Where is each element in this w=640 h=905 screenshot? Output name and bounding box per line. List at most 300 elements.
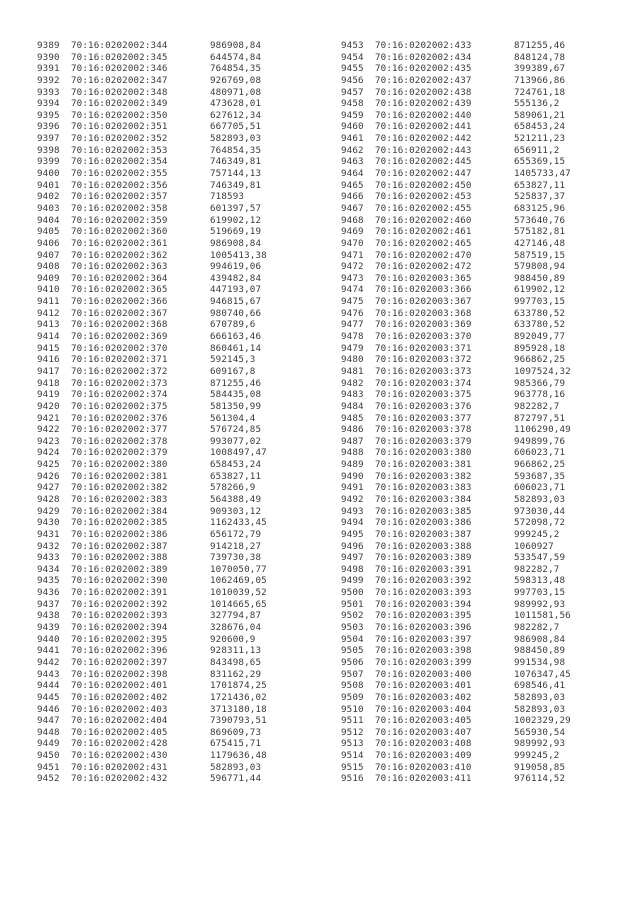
cadastral-number: 70:16:0202003:385 (375, 505, 472, 517)
row-number: 9431 (37, 528, 60, 540)
cadastral-number: 70:16:0202002:397 (71, 656, 168, 668)
table-row (37, 273, 267, 285)
table-row (341, 564, 571, 576)
cadastral-number: 70:16:0202002:380 (71, 459, 168, 471)
cadastral-number: 70:16:0202002:385 (71, 517, 168, 529)
row-number: 9485 (341, 412, 364, 424)
table-row (341, 762, 571, 774)
table-row (341, 645, 571, 657)
table-row (37, 296, 267, 308)
cadastral-number: 70:16:0202003:400 (375, 668, 472, 680)
cadastral-value: 986908,84 (210, 40, 262, 51)
table-row (341, 529, 571, 541)
cadastral-number: 70:16:0202003:387 (375, 528, 472, 540)
cadastral-number: 70:16:0202002:404 (71, 715, 168, 727)
cadastral-number: 70:16:0202002:438 (375, 86, 472, 98)
table-row (37, 331, 267, 343)
cadastral-value: 991534,98 (514, 656, 566, 668)
row-number: 9482 (341, 377, 364, 389)
table-row (341, 424, 571, 436)
row-number: 9513 (341, 738, 364, 750)
cadastral-number: 70:16:0202002:383 (71, 493, 168, 505)
row-number: 9506 (341, 656, 364, 668)
row-number: 9443 (37, 668, 60, 680)
row-number: 9432 (37, 540, 60, 552)
row-number: 9447 (37, 715, 60, 727)
cadastral-number: 70:16:0202003:378 (375, 424, 472, 436)
cadastral-number: 70:16:0202002:443 (375, 144, 472, 156)
row-number: 9490 (341, 470, 364, 482)
cadastral-value: 928311,13 (210, 645, 262, 657)
cadastral-value: 627612,34 (210, 109, 262, 121)
row-number: 9471 (341, 249, 364, 261)
cadastral-value: 653827,11 (514, 179, 566, 191)
row-number: 9452 (37, 773, 60, 785)
cadastral-value: 986908,84 (210, 237, 262, 249)
row-number: 9455 (341, 63, 364, 75)
cadastral-number: 70:16:0202003:381 (375, 459, 472, 471)
cadastral-number: 70:16:0202002:350 (71, 109, 168, 121)
row-number: 9425 (37, 459, 60, 471)
cadastral-number: 70:16:0202002:373 (71, 377, 168, 389)
table-row (341, 250, 571, 262)
row-number: 9478 (341, 331, 364, 343)
row-number: 9402 (37, 191, 60, 203)
table-row (341, 471, 571, 483)
cadastral-value: 1011581,56 (514, 610, 571, 622)
cadastral-value: 598313,48 (514, 575, 566, 587)
row-number: 9428 (37, 493, 60, 505)
cadastral-number: 70:16:0202002:401 (71, 680, 168, 692)
cadastral-number: 70:16:0202002:363 (71, 261, 168, 273)
table-row (341, 692, 571, 704)
table-row (37, 63, 267, 75)
cadastral-number: 70:16:0202002:433 (375, 40, 472, 51)
row-number: 9441 (37, 645, 60, 657)
cadastral-number: 70:16:0202002:465 (375, 237, 472, 249)
cadastral-value: 843498,65 (210, 656, 262, 668)
cadastral-number: 70:16:0202002:388 (71, 552, 168, 564)
cadastral-value: 633780,52 (514, 307, 566, 319)
left-column (37, 40, 267, 785)
row-number: 9502 (341, 610, 364, 622)
table-row (37, 191, 267, 203)
cadastral-value: 872797,51 (514, 412, 566, 424)
row-number: 9407 (37, 249, 60, 261)
row-number: 9448 (37, 726, 60, 738)
table-row (341, 459, 571, 471)
row-number: 9497 (341, 552, 364, 564)
row-number: 9454 (341, 51, 364, 63)
cadastral-number: 70:16:0202002:455 (375, 202, 472, 214)
row-number: 9414 (37, 331, 60, 343)
row-number: 9486 (341, 424, 364, 436)
row-number: 9435 (37, 575, 60, 587)
cadastral-number: 70:16:0202002:442 (375, 133, 472, 145)
cadastral-value: 982282,7 (514, 622, 560, 634)
row-number: 9509 (341, 691, 364, 703)
cadastral-value: 1070050,77 (210, 563, 267, 575)
cadastral-number: 70:16:0202002:384 (71, 505, 168, 517)
cadastral-number: 70:16:0202002:362 (71, 249, 168, 261)
row-number: 9451 (37, 761, 60, 773)
cadastral-number: 70:16:0202003:397 (375, 633, 472, 645)
row-number: 9488 (341, 447, 364, 459)
cadastral-number: 70:16:0202002:441 (375, 121, 472, 133)
cadastral-value: 584435,08 (210, 389, 262, 401)
cadastral-value: 521211,23 (514, 133, 566, 145)
cadastral-number: 70:16:0202003:377 (375, 412, 472, 424)
cadastral-value: 986908,84 (514, 633, 566, 645)
row-number: 9466 (341, 191, 364, 203)
table-row (341, 180, 571, 192)
cadastral-number: 70:16:0202002:352 (71, 133, 168, 145)
table-row (37, 610, 267, 622)
table-row (341, 308, 571, 320)
cadastral-number: 70:16:0202002:382 (71, 482, 168, 494)
cadastral-value: 473628,01 (210, 98, 262, 110)
table-row (37, 738, 267, 750)
row-number: 9504 (341, 633, 364, 645)
cadastral-value: 1005413,38 (210, 249, 267, 261)
cadastral-number: 70:16:0202002:367 (71, 307, 168, 319)
cadastral-value: 999245,2 (514, 528, 560, 540)
row-number: 9398 (37, 144, 60, 156)
row-number: 9417 (37, 365, 60, 377)
cadastral-number: 70:16:0202003:407 (375, 726, 472, 738)
table-row (341, 273, 571, 285)
cadastral-value: 1106290,49 (514, 424, 571, 436)
cadastral-value: 447193,07 (210, 284, 262, 296)
cadastral-value: 914218,27 (210, 540, 262, 552)
cadastral-number: 70:16:0202002:375 (71, 400, 168, 412)
cadastral-number: 70:16:0202002:361 (71, 237, 168, 249)
cadastral-number: 70:16:0202002:370 (71, 342, 168, 354)
cadastral-number: 70:16:0202002:345 (71, 51, 168, 63)
cadastral-number: 70:16:0202002:398 (71, 668, 168, 680)
table-row (37, 773, 267, 785)
cadastral-number: 70:16:0202003:394 (375, 598, 472, 610)
cadastral-value: 7390793,51 (210, 715, 267, 727)
table-row (37, 75, 267, 87)
row-number: 9461 (341, 133, 364, 145)
cadastral-number: 70:16:0202003:395 (375, 610, 472, 622)
cadastral-number: 70:16:0202002:396 (71, 645, 168, 657)
cadastral-value: 582893,03 (514, 691, 566, 703)
table-row (37, 226, 267, 238)
cadastral-value: 988450,89 (514, 645, 566, 657)
cadastral-value: 895928,18 (514, 342, 566, 354)
table-row (37, 552, 267, 564)
table-row (37, 424, 267, 436)
cadastral-number: 70:16:0202003:399 (375, 656, 472, 668)
cadastral-number: 70:16:0202003:398 (375, 645, 472, 657)
row-number: 9450 (37, 750, 60, 762)
cadastral-number: 70:16:0202003:391 (375, 563, 472, 575)
row-number: 9494 (341, 517, 364, 529)
row-number: 9411 (37, 296, 60, 308)
table-row (341, 413, 571, 425)
cadastral-number: 70:16:0202003:383 (375, 482, 472, 494)
cadastral-value: 399389,67 (514, 63, 566, 75)
cadastral-value: 587519,15 (514, 249, 566, 261)
table-row (37, 284, 267, 296)
cadastral-number: 70:16:0202003:382 (375, 470, 472, 482)
table-row (341, 727, 571, 739)
table-row (341, 610, 571, 622)
table-row (37, 727, 267, 739)
cadastral-number: 70:16:0202002:376 (71, 412, 168, 424)
table-row (341, 168, 571, 180)
row-number: 9436 (37, 587, 60, 599)
table-row (341, 750, 571, 762)
cadastral-value: 909303,12 (210, 505, 262, 517)
table-row (341, 226, 571, 238)
cadastral-value: 579808,94 (514, 261, 566, 273)
row-number: 9419 (37, 389, 60, 401)
row-number: 9408 (37, 261, 60, 273)
row-number: 9465 (341, 179, 364, 191)
cadastral-number: 70:16:0202002:364 (71, 272, 168, 284)
table-row (341, 87, 571, 99)
row-number: 9496 (341, 540, 364, 552)
table-row (341, 98, 571, 110)
cadastral-value: 582893,03 (514, 703, 566, 715)
table-row (341, 575, 571, 587)
cadastral-value: 1002329,29 (514, 715, 571, 727)
cadastral-number: 70:16:0202003:365 (375, 272, 472, 284)
row-number: 9469 (341, 226, 364, 238)
row-number: 9415 (37, 342, 60, 354)
row-number: 9424 (37, 447, 60, 459)
table-row (37, 203, 267, 215)
table-row (37, 180, 267, 192)
row-number: 9393 (37, 86, 60, 98)
row-number: 9420 (37, 400, 60, 412)
cadastral-value: 892049,77 (514, 331, 566, 343)
cadastral-number: 70:16:0202003:402 (375, 691, 472, 703)
table-row (37, 645, 267, 657)
table-row (341, 121, 571, 133)
cadastral-value: 1010039,52 (210, 587, 267, 599)
cadastral-number: 70:16:0202002:428 (71, 738, 168, 750)
row-number: 9391 (37, 63, 60, 75)
row-number: 9470 (341, 237, 364, 249)
cadastral-value: 596771,44 (210, 773, 262, 785)
cadastral-value: 949899,76 (514, 435, 566, 447)
row-number: 9445 (37, 691, 60, 703)
cadastral-value: 683125,96 (514, 202, 566, 214)
table-row (37, 52, 267, 64)
cadastral-value: 572098,72 (514, 517, 566, 529)
row-number: 9392 (37, 74, 60, 86)
table-row (37, 87, 267, 99)
cadastral-value: 578266,9 (210, 482, 256, 494)
table-row (37, 121, 267, 133)
row-number: 9434 (37, 563, 60, 575)
row-number: 9453 (341, 40, 364, 51)
cadastral-number: 70:16:0202003:367 (375, 296, 472, 308)
table-row (341, 296, 571, 308)
cadastral-number: 70:16:0202003:411 (375, 773, 472, 785)
cadastral-number: 70:16:0202003:376 (375, 400, 472, 412)
cadastral-value: 919058,85 (514, 761, 566, 773)
cadastral-value: 1060927 (514, 540, 554, 552)
row-number: 9514 (341, 750, 364, 762)
row-number: 9510 (341, 703, 364, 715)
table-row (341, 541, 571, 553)
cadastral-number: 70:16:0202003:388 (375, 540, 472, 552)
table-row (37, 634, 267, 646)
row-number: 9412 (37, 307, 60, 319)
cadastral-value: 565930,54 (514, 726, 566, 738)
cadastral-value: 653827,11 (210, 470, 262, 482)
cadastral-number: 70:16:0202003:404 (375, 703, 472, 715)
row-number: 9500 (341, 587, 364, 599)
row-number: 9495 (341, 528, 364, 540)
cadastral-number: 70:16:0202003:392 (375, 575, 472, 587)
cadastral-value: 920600,9 (210, 633, 256, 645)
cadastral-number: 70:16:0202002:366 (71, 296, 168, 308)
cadastral-number: 70:16:0202002:437 (375, 74, 472, 86)
row-number: 9406 (37, 237, 60, 249)
cadastral-value: 582893,03 (210, 761, 262, 773)
row-number: 9477 (341, 319, 364, 331)
table-row (37, 378, 267, 390)
table-row (341, 680, 571, 692)
cadastral-number: 70:16:0202002:346 (71, 63, 168, 75)
cadastral-number: 70:16:0202003:384 (375, 493, 472, 505)
row-number: 9489 (341, 459, 364, 471)
row-number: 9487 (341, 435, 364, 447)
cadastral-number: 70:16:0202003:410 (375, 761, 472, 773)
table-row (341, 63, 571, 75)
table-row (37, 354, 267, 366)
cadastral-value: 724761,18 (514, 86, 566, 98)
row-number: 9389 (37, 40, 60, 51)
table-row (37, 529, 267, 541)
table-row (37, 366, 267, 378)
table-row (341, 203, 571, 215)
cadastral-value: 561304,4 (210, 412, 256, 424)
row-number: 9480 (341, 354, 364, 366)
table-row (341, 704, 571, 716)
row-number: 9394 (37, 98, 60, 110)
cadastral-value: 564388,49 (210, 493, 262, 505)
cadastral-value: 848124,78 (514, 51, 566, 63)
row-number: 9467 (341, 202, 364, 214)
cadastral-value: 480971,08 (210, 86, 262, 98)
cadastral-value: 1076347,45 (514, 668, 571, 680)
row-number: 9440 (37, 633, 60, 645)
cadastral-value: 427146,48 (514, 237, 566, 249)
cadastral-value: 1014665,65 (210, 598, 267, 610)
cadastral-value: 1721436,02 (210, 691, 267, 703)
cadastral-value: 713966,86 (514, 74, 566, 86)
cadastral-number: 70:16:0202003:366 (375, 284, 472, 296)
cadastral-number: 70:16:0202002:378 (71, 435, 168, 447)
row-number: 9493 (341, 505, 364, 517)
row-number: 9463 (341, 156, 364, 168)
table-row (37, 669, 267, 681)
table-row (341, 156, 571, 168)
cadastral-value: 1097524,32 (514, 365, 571, 377)
cadastral-value: 439482,84 (210, 272, 262, 284)
row-number: 9508 (341, 680, 364, 692)
row-number: 9475 (341, 296, 364, 308)
table-row (37, 413, 267, 425)
row-number: 9512 (341, 726, 364, 738)
cadastral-value: 593687,35 (514, 470, 566, 482)
table-row (341, 599, 571, 611)
row-number: 9430 (37, 517, 60, 529)
table-row (37, 145, 267, 157)
table-row (341, 482, 571, 494)
row-number: 9427 (37, 482, 60, 494)
table-row (341, 447, 571, 459)
cadastral-value: 963778,16 (514, 389, 566, 401)
cadastral-number: 70:16:0202002:435 (375, 63, 472, 75)
row-number: 9413 (37, 319, 60, 331)
row-number: 9462 (341, 144, 364, 156)
table-row (37, 517, 267, 529)
row-number: 9503 (341, 622, 364, 634)
table-row (341, 634, 571, 646)
cadastral-value: 658453,24 (210, 459, 262, 471)
cadastral-number: 70:16:0202002:381 (71, 470, 168, 482)
row-number: 9481 (341, 365, 364, 377)
table-row (37, 401, 267, 413)
cadastral-number: 70:16:0202003:374 (375, 377, 472, 389)
cadastral-number: 70:16:0202003:393 (375, 587, 472, 599)
cadastral-value: 966862,25 (514, 354, 566, 366)
cadastral-value: 327794,87 (210, 610, 262, 622)
cadastral-value: 989992,93 (514, 738, 566, 750)
cadastral-value: 988450,89 (514, 272, 566, 284)
row-number: 9444 (37, 680, 60, 692)
row-number: 9516 (341, 773, 364, 785)
cadastral-number: 70:16:0202002:405 (71, 726, 168, 738)
row-number: 9418 (37, 377, 60, 389)
cadastral-value: 606023,71 (514, 447, 566, 459)
table-row (37, 622, 267, 634)
cadastral-value: 644574,84 (210, 51, 262, 63)
table-row (341, 331, 571, 343)
table-row (341, 436, 571, 448)
cadastral-number: 70:16:0202002:357 (71, 191, 168, 203)
cadastral-value: 656172,79 (210, 528, 262, 540)
row-number: 9439 (37, 622, 60, 634)
cadastral-number: 70:16:0202002:395 (71, 633, 168, 645)
cadastral-value: 575182,81 (514, 226, 566, 238)
cadastral-number: 70:16:0202002:432 (71, 773, 168, 785)
cadastral-number: 70:16:0202003:396 (375, 622, 472, 634)
cadastral-value: 871255,46 (210, 377, 262, 389)
table-row (37, 704, 267, 716)
row-number: 9433 (37, 552, 60, 564)
row-number: 9474 (341, 284, 364, 296)
cadastral-number: 70:16:0202002:460 (375, 214, 472, 226)
cadastral-number: 70:16:0202002:386 (71, 528, 168, 540)
cadastral-number: 70:16:0202003:401 (375, 680, 472, 692)
row-number: 9438 (37, 610, 60, 622)
table-row (341, 657, 571, 669)
cadastral-value: 573640,76 (514, 214, 566, 226)
cadastral-value: 966862,25 (514, 459, 566, 471)
table-row (37, 762, 267, 774)
cadastral-value: 328676,04 (210, 622, 262, 634)
cadastral-value: 1062469,05 (210, 575, 267, 587)
